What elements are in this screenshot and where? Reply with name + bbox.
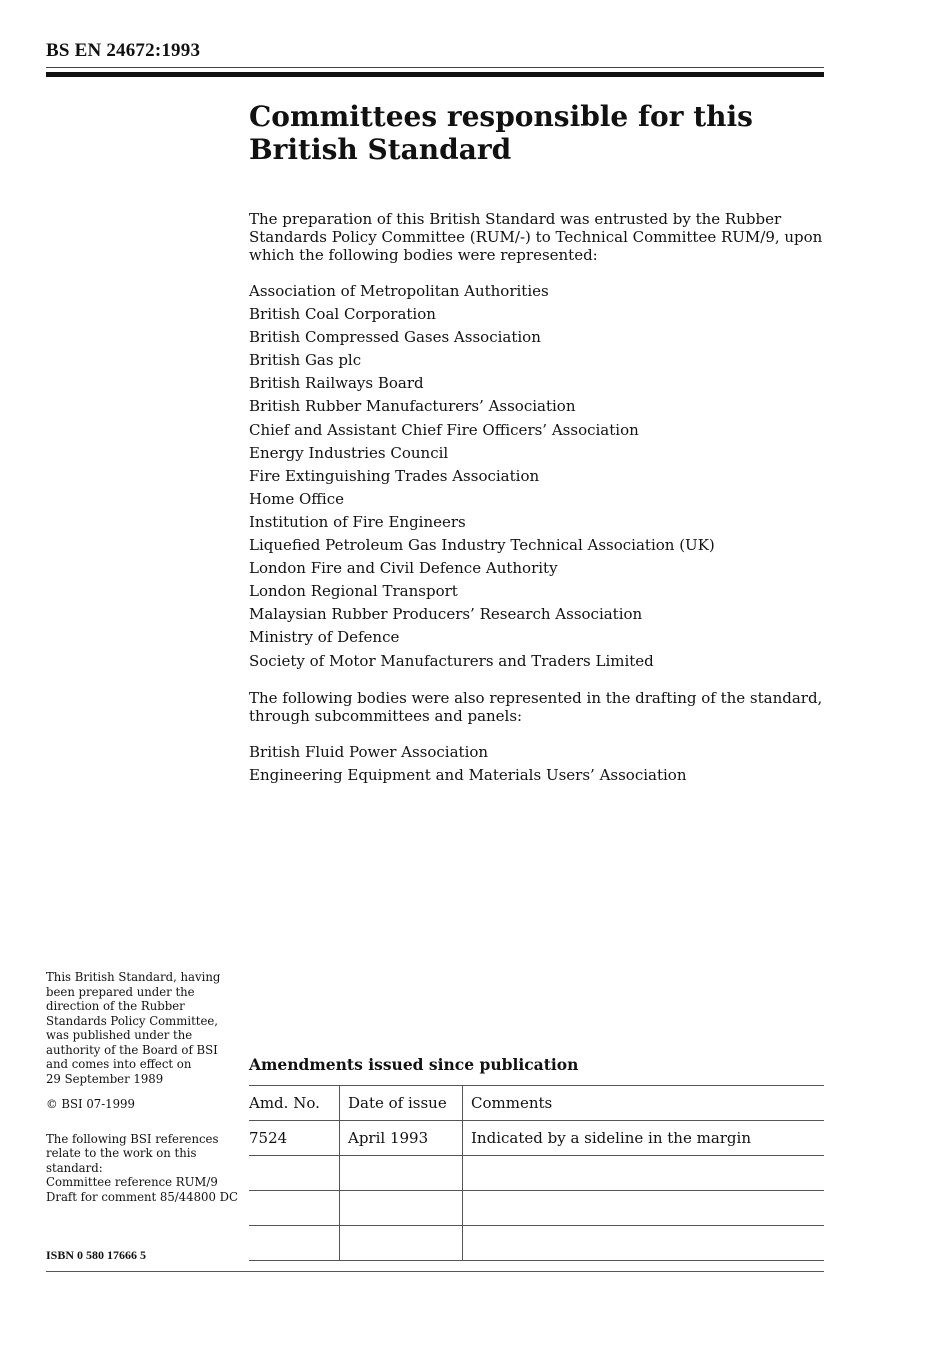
table-header-cell: Date of issue — [340, 1086, 463, 1121]
table-cell — [340, 1156, 463, 1191]
table-row — [249, 1121, 824, 1156]
amendments-title: Amendments issued since publication — [249, 1055, 579, 1074]
publication-note-line: and comes into effect on — [46, 1057, 192, 1071]
page-title-line-1: Committees responsible for this — [249, 100, 753, 133]
publication-note-line: been prepared under the — [46, 984, 195, 999]
represented-bodies-list — [249, 280, 824, 673]
table-cell: 7524 — [249, 1121, 340, 1156]
table-row — [249, 1191, 824, 1226]
list-item: Home Office — [249, 489, 345, 508]
isbn-number: ISBN 0 580 17666 5 — [46, 1248, 147, 1262]
publication-note-line: Standards Policy Committee, — [46, 1013, 219, 1028]
list-item: Engineering Equipment and Materials Users’ Association — [249, 765, 687, 784]
list-item: British Rubber Manufacturers’ Association — [249, 397, 576, 416]
table-cell: April 1993 — [340, 1121, 463, 1156]
bsi-references-line: Draft for comment 85/44800 DC — [46, 1189, 238, 1204]
list-item: Fire Extinguishing Trades Association — [249, 466, 540, 485]
page-title — [249, 100, 824, 166]
list-item: British Compressed Gases Association — [249, 328, 541, 347]
bsi-references-line: relate to the work on this — [46, 1146, 197, 1160]
list-item: Institution of Fire Engineers — [249, 512, 466, 531]
header-thick-rule — [46, 72, 824, 77]
table-cell — [249, 1191, 340, 1226]
table-row — [249, 1226, 824, 1261]
list-item: Chief and Assistant Chief Fire Officers’ Association — [249, 420, 639, 439]
list-item: British Coal Corporation — [249, 305, 436, 324]
bsi-references-line: standard: — [46, 1160, 103, 1175]
list-item: London Regional Transport — [249, 582, 458, 601]
publication-note-line: 29 September 1989 — [46, 1071, 164, 1086]
table-cell — [463, 1226, 825, 1261]
publication-note-line: This British Standard, having — [46, 970, 221, 984]
bsi-references-line: The following BSI references — [46, 1131, 219, 1146]
table-cell — [249, 1156, 340, 1191]
table-cell — [463, 1191, 825, 1226]
intro-paragraph: The preparation of this British Standard was entrusted by the Rubber Standards Policy Committee (RUM/-) to Technical Committee RUM/9, upon which the following bodies were represented: — [249, 210, 823, 264]
main-content — [249, 210, 824, 803]
page-title-line-2: British Standard — [249, 133, 512, 166]
table-cell — [340, 1226, 463, 1261]
list-item: Malaysian Rubber Producers’ Research Association — [249, 605, 643, 624]
publication-note-line: was published under the — [46, 1028, 193, 1042]
table-cell — [249, 1226, 340, 1261]
table-header-cell: Amd. No. — [249, 1086, 340, 1121]
footer-rule — [46, 1271, 824, 1272]
table-header-cell: Comments — [463, 1086, 825, 1121]
table-cell: Indicated by a sideline in the margin — [463, 1121, 825, 1156]
table-cell — [463, 1156, 825, 1191]
list-item: Society of Motor Manufacturers and Traders Limited — [249, 651, 654, 670]
copyright-notice: © BSI 07-1999 — [46, 1097, 135, 1111]
bsi-references — [46, 1132, 241, 1205]
publication-note-line: direction of the Rubber — [46, 999, 185, 1013]
list-item: Ministry of Defence — [249, 628, 400, 647]
bsi-references-line: Committee reference RUM/9 — [46, 1175, 218, 1189]
publication-note-line: authority of the Board of BSI — [46, 1042, 218, 1057]
also-represented-list — [249, 741, 824, 787]
header-thin-rule — [46, 67, 824, 68]
list-item: Association of Metropolitan Authorities — [249, 282, 549, 300]
sidebar-spacer — [46, 1086, 241, 1097]
publication-note — [46, 970, 241, 1086]
list-item: British Gas plc — [249, 351, 362, 370]
publication-sidebar — [46, 970, 241, 1204]
list-item: British Railways Board — [249, 374, 424, 393]
sidebar-spacer — [46, 1112, 241, 1132]
list-item: Energy Industries Council — [249, 443, 449, 462]
also-represented-paragraph: The following bodies were also represented in the drafting of the standard, through subcommittees and panels: — [249, 688, 823, 725]
list-item: Liquefied Petroleum Gas Industry Technical Association (UK) — [249, 536, 715, 555]
table-header-row — [249, 1086, 824, 1121]
list-item: London Fire and Civil Defence Authority — [249, 559, 558, 578]
table-cell — [340, 1191, 463, 1226]
list-item: British Fluid Power Association — [249, 742, 489, 761]
document-code: BS EN 24672:1993 — [46, 40, 201, 61]
table-row — [249, 1156, 824, 1191]
amendments-table — [249, 1085, 824, 1261]
